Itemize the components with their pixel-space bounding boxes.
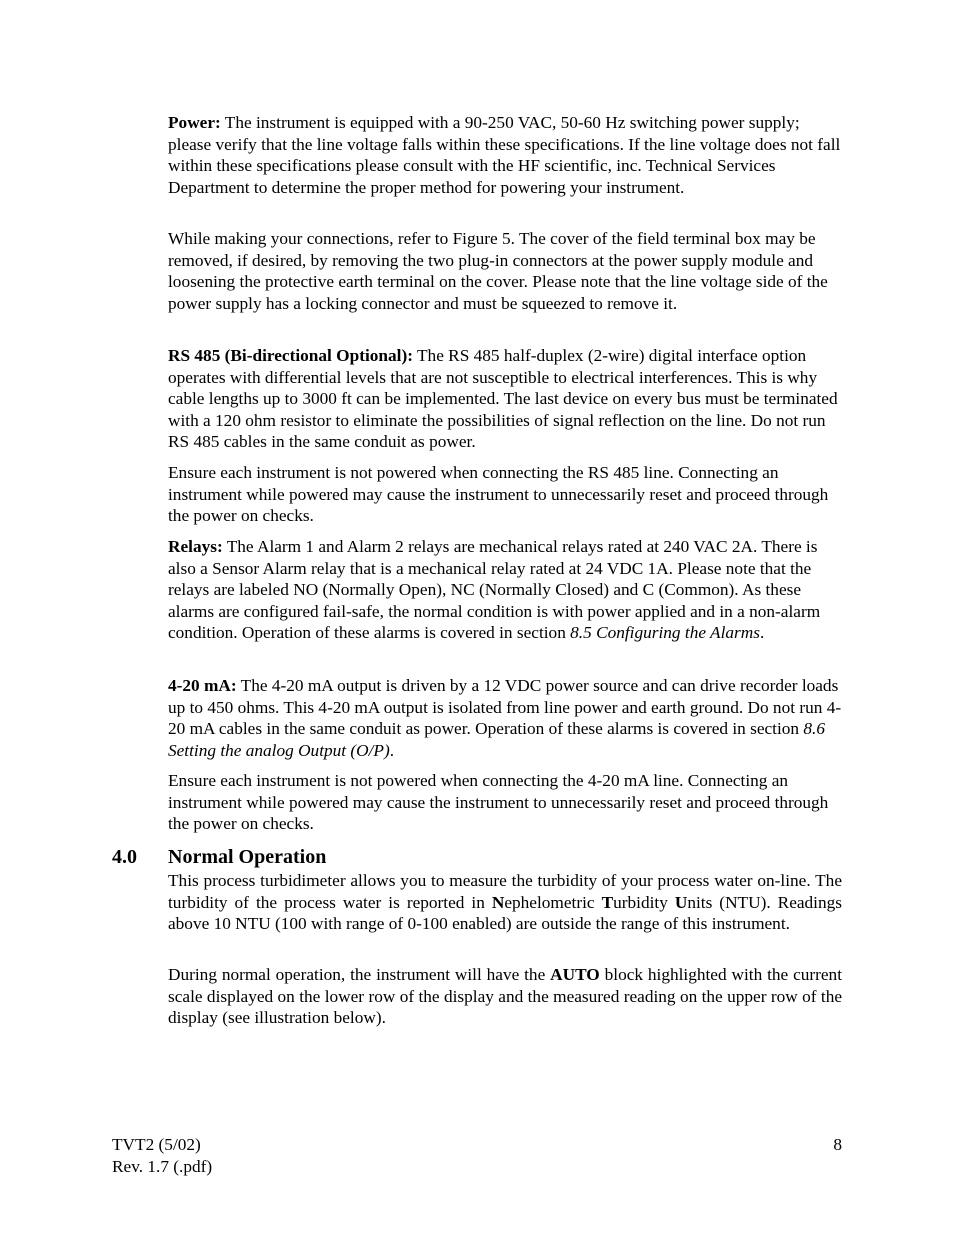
ma-note-text: Ensure each instrument is not powered when connecting the 4-20 mA line. Connecting an instrument while powered may cause the instrument to unnecessarily reset and proceed through the power on checks. (168, 771, 829, 834)
section-title: Normal Operation (168, 846, 327, 868)
relays-section-reference: 8.5 Configuring the Alarms (570, 623, 760, 643)
p1-text-d: nits (NTU). Readings above 10 NTU (100 with range of 0-100 enabled) are outside the range of this instrument. (168, 892, 842, 934)
normal-operation-paragraph-1 (168, 870, 842, 935)
rs485-note-paragraph (168, 462, 842, 527)
relays-tail: . (759, 623, 765, 643)
relays-paragraph (168, 536, 842, 644)
relays-text: The Alarm 1 and Alarm 2 relays are mechanical relays rated at 240 VAC 2A. There is also a Sensor Alarm relay that is a mechanical relay rated at 24 VDC 1A. Please note that the relays are labeled NO (Normally Open), NC (Normally Closed) and C (Common). As these alarms are configured fail-safe, the normal condition is with power applied and in a non-alarm condition. Operation of these alarms is covered in section (168, 537, 821, 643)
ma-note-paragraph (168, 770, 842, 835)
p2-auto-label: AUTO (550, 965, 600, 984)
connections-text: While making your connections, refer to Figure 5. The cover of the field terminal box may be removed, if desired, by removing the two plug-in connectors at the power supply module and loosening the protective earth terminal on the cover. Please note that the line voltage side of the power supply has a locking connector and must be squeezed to remove it. (168, 229, 828, 313)
ma-tail: . (389, 740, 395, 760)
p1-text-c: urbidity (613, 892, 675, 912)
power-text: The instrument is equipped with a 90-250 VAC, 50-60 Hz switching power supply; please verify that the line voltage falls within these specifications. If the line voltage does not fall within these specifications please consult with the HF scientific, inc. Technical Services Department to determine the proper method for powering your instrument. (168, 113, 841, 197)
section-number: 4.0 (112, 846, 137, 868)
p1-text-a: This process turbidimeter allows you to measure the turbidity of your process water on-line. The turbidity of the process water is reported in (168, 871, 842, 912)
p1-bold-u: U (674, 892, 688, 912)
p1-bold-n: N (491, 892, 505, 912)
ma-text: The 4-20 mA output is driven by a 12 VDC power source and can drive recorder loads up to 450 ohms. This 4-20 mA output is isolated from line power and earth ground. Do not run 4-20 mA cables in the same conduit as power. Operation of these alarms is covered in section (168, 676, 842, 739)
power-paragraph (168, 112, 842, 198)
ma-section-reference: 8.6 Setting the analog Output (O/P) (168, 719, 825, 760)
rs485-paragraph (168, 345, 842, 453)
p1-text-b: ephelometric (504, 892, 602, 912)
p1-bold-t: T (601, 892, 614, 912)
rs485-label: RS 485 (Bi-directional Optional): (168, 346, 413, 365)
power-label: Power: (168, 113, 221, 132)
ma-label: 4-20 mA: (168, 676, 237, 695)
footer-document-info (112, 1134, 212, 1178)
footer-revision: Rev. 1.7 (.pdf) (112, 1157, 213, 1176)
connections-paragraph (168, 228, 842, 314)
ma-paragraph (168, 675, 842, 761)
footer-doc-id: TVT2 (5/02) (112, 1135, 201, 1154)
rs485-text: The RS 485 half-duplex (2-wire) digital interface option operates with differential levels that are not susceptible to electrical interferences. This is why cable lengths up to 3000 ft can be implemented. The last device on every bus must be terminated with a 120 ohm resistor to eliminate the possibilities of signal reflection on the line. Do not run RS 485 cables in the same conduit as power. (168, 346, 838, 452)
relays-label: Relays: (168, 537, 223, 556)
p2-text-a: During normal operation, the instrument will have the (168, 965, 551, 984)
p2-text-b: block highlighted with the current scale displayed on the lower row of the display and the measured reading on the upper row of the display (see illustration below). (168, 965, 842, 1028)
normal-operation-paragraph-2 (168, 964, 842, 1029)
rs485-note-text: Ensure each instrument is not powered when connecting the RS 485 line. Connecting an instrument while powered may cause the instrument to unnecessarily reset and proceed through the power on checks. (168, 463, 829, 526)
page-number: 8 (833, 1135, 842, 1154)
